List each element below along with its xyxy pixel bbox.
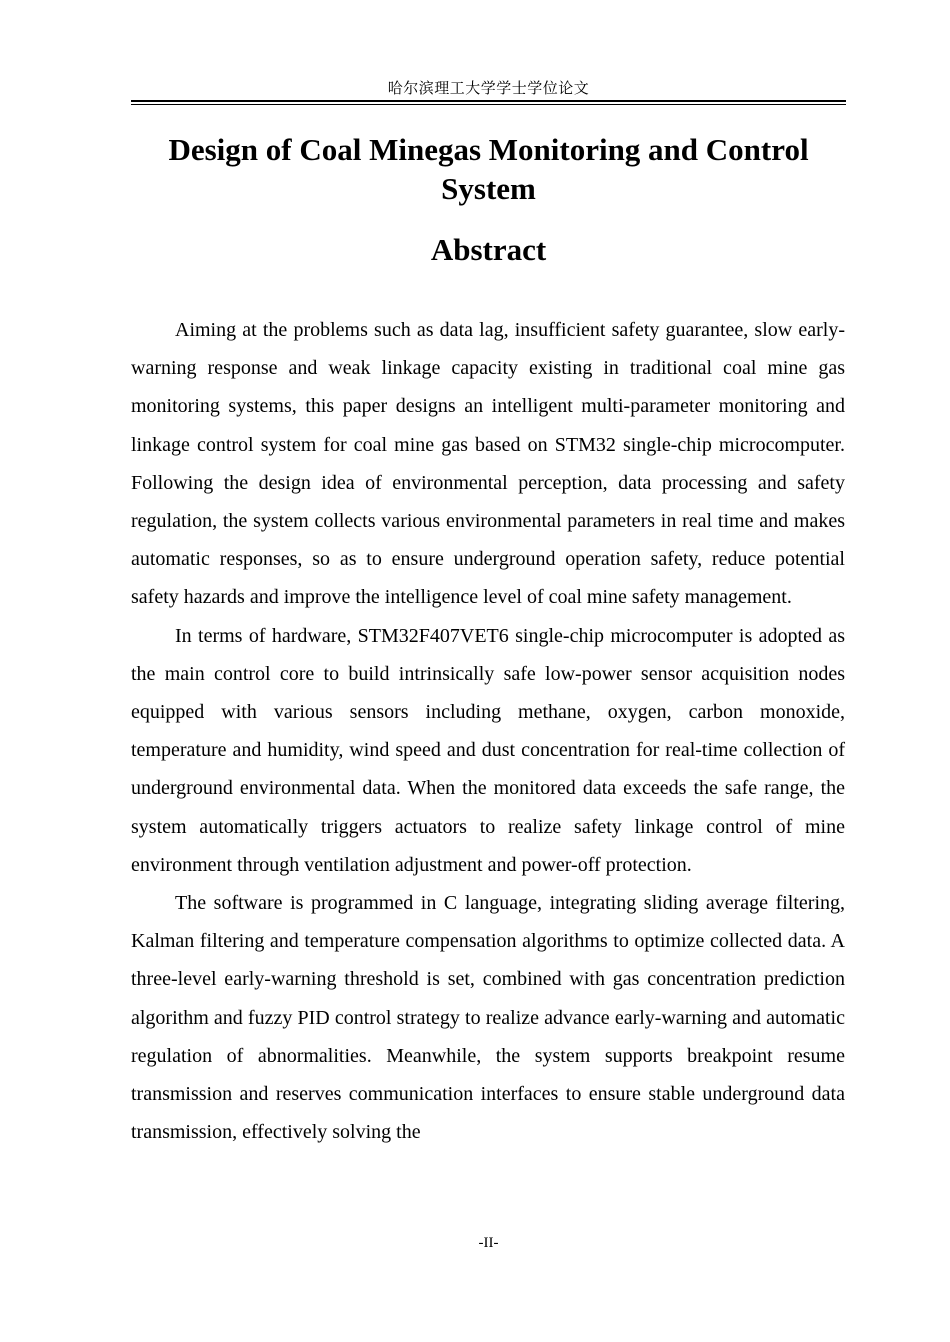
- paper-title: Design of Coal Minegas Monitoring and Control System: [168, 132, 809, 206]
- abstract-paragraph-1: Aiming at the problems such as data lag, insufficient safety guarantee, slow early-warning response and weak linkage capacity existing in traditional coal mine gas monitoring systems, this paper designs an intelligent multi-parameter monitoring and linkage control system for coal mine gas based on STM32 single-chip microcomputer. Following the design idea of environmental perception, data processing and safety regulation, the system collects various environmental parameters in real time and makes automatic responses, so as to ensure underground operation safety, reduce potential safety hazards and improve the intelligence level of coal mine safety management.: [131, 319, 845, 609]
- page-number: -II-: [478, 1235, 499, 1251]
- abstract-paragraph-2: In terms of hardware, STM32F407VET6 single-chip microcomputer is adopted as the main control core to build intrinsically safe low-power sensor acquisition nodes equipped with various sensors including methane, oxygen, carbon monoxide, temperature and humidity, wind speed and dust concentration for real-time collection of underground environmental data. When the monitored data exceeds the safe range, the system automatically triggers actuators to realize safety linkage control of mine environment through ventilation adjustment and power-off protection.: [131, 624, 845, 876]
- header-rule-thin: [131, 104, 846, 105]
- header-rule-thick: [131, 100, 846, 102]
- abstract-paragraph-3: The software is programmed in C language, integrating sliding average filtering, Kalman filtering and temperature compensation algorithms to optimize collected data. A three-level early-warning threshold is set, combined with gas concentration prediction algorithm and fuzzy PID control strategy to realize advance early-warning and automatic regulation of abnormalities. Meanwhile, the system supports breakpoint resume transmission and reserves communication interfaces to ensure stable underground data transmission, effectively solving the: [131, 892, 845, 1144]
- running-header: 哈尔滨理工大学学士学位论文: [387, 79, 590, 97]
- abstract-body: [131, 311, 845, 1151]
- abstract-heading: Abstract: [430, 232, 547, 267]
